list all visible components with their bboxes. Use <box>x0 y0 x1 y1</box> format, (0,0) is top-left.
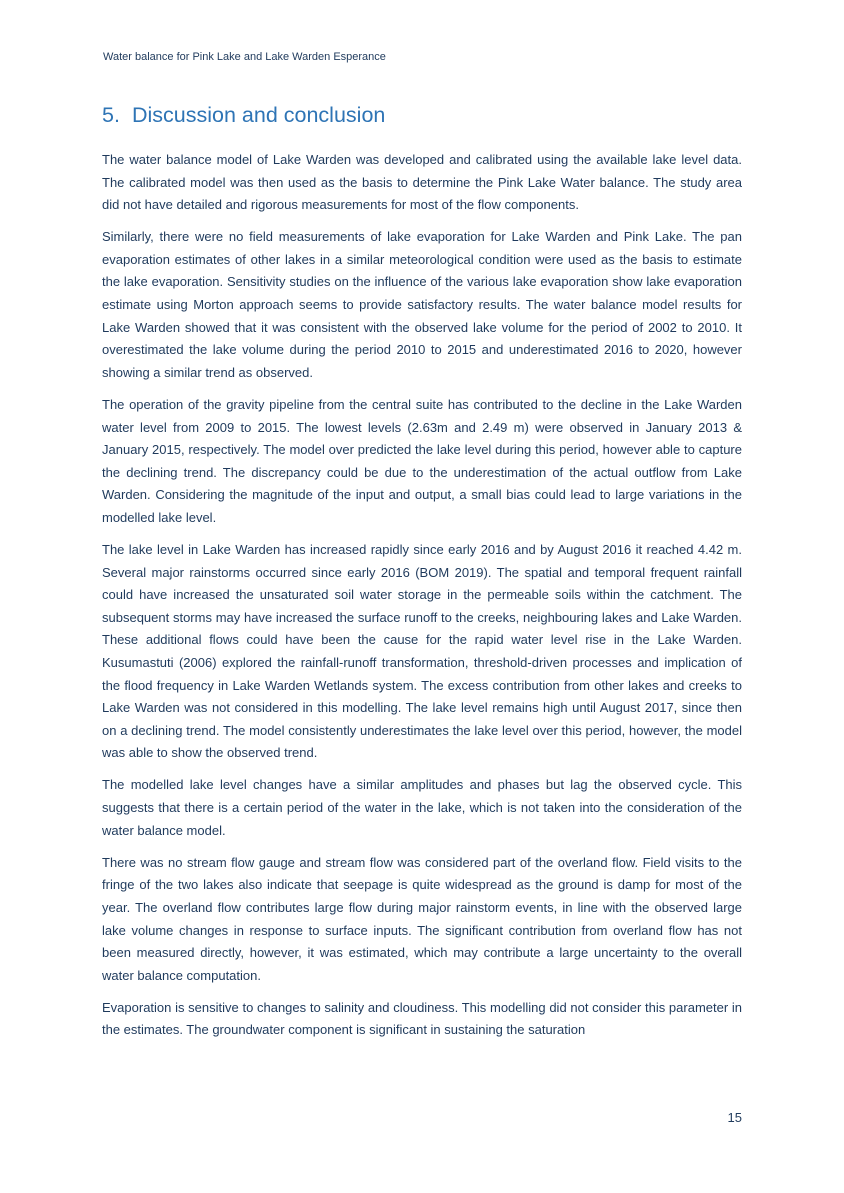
paragraph: The modelled lake level changes have a similar amplitudes and phases but lag the observed cycle. This suggests that there is a certain period of the water in the lake, which is not taken into the consideration of the water balance model. <box>102 777 742 838</box>
page-number: 15 <box>727 1110 742 1125</box>
paragraph: Evaporation is sensitive to changes to salinity and cloudiness. This modelling did not consider this parameter in the estimates. The groundwater component is significant in sustaining the saturation <box>102 999 742 1038</box>
paragraph: There was no stream flow gauge and stream flow was considered part of the overland flow. Field visits to the fringe of the two lakes also indicate that seepage is quite widespread as the ground is damp for most of the year. The overland flow contributes large flow during major rainstorm events, in line with the observed large lake volume changes in response to surface inputs. The significant contribution from overland flow has not been measured directly, however, it was estimated, which may contribute a large uncertainty to the overall water balance computation. <box>102 854 742 983</box>
running-header: Water balance for Pink Lake and Lake Warden Esperance <box>103 51 386 63</box>
section-title: Discussion and conclusion <box>132 103 386 127</box>
section-number: 5. <box>102 103 120 127</box>
paragraph: The lake level in Lake Warden has increased rapidly since early 2016 and by August 2016 it reached 4.42 m. Several major rainstorms occurred since early 2016 (BOM 2019). The spatial and temporal frequent rainfall could have increased the unsaturated soil water storage in the permeable soils within the catchment. The subsequent storms may have increased the surface runoff to the creeks, neighbouring lakes and Lake Warden. These additional flows could have been the cause for the rapid water level rise in the Lake Warden. Kusumastuti (2006) explored the rainfall-runoff transformation, threshold-driven processes and implication of the flood frequency in Lake Warden Wetlands system. The excess contribution from other lakes and creeks to Lake Warden was not considered in this modelling. The lake level remains high until August 2017, since then on a declining trend. The model consistently underestimates the lake level over this period, however, the model was able to show the observed trend. <box>102 542 742 761</box>
body-text <box>102 149 742 1051</box>
paragraph: Similarly, there were no field measurements of lake evaporation for Lake Warden and Pink Lake. The pan evaporation estimates of other lakes in a similar meteorological condition were used as the basis to estimate the lake evaporation. Sensitivity studies on the influence of the various lake evaporation show lake evaporation estimate using Morton approach seems to provide satisfactory results. The water balance model results for Lake Warden showed that it was consistent with the observed lake volume for the period of 2002 to 2010. It overestimated the lake volume during the period 2010 to 2015 and underestimated 2016 to 2020, however showing a similar trend as observed. <box>102 229 742 380</box>
section-heading <box>102 103 385 128</box>
paragraph: The operation of the gravity pipeline from the central suite has contributed to the decline in the Lake Warden water level from 2009 to 2015. The lowest levels (2.63m and 2.49 m) were observed in January 2013 & January 2015, respectively. The model over predicted the lake level during this period, however able to capture the declining trend. The discrepancy could be due to the underestimation of the actual outflow from Lake Warden. Considering the magnitude of the input and output, a small bias could lead to large variations in the modelled lake level. <box>102 396 742 525</box>
paragraph: The water balance model of Lake Warden was developed and calibrated using the available lake level data. The calibrated model was then used as the basis to determine the Pink Lake Water balance. The study area did not have detailed and rigorous measurements for most of the flow components. <box>102 152 742 213</box>
